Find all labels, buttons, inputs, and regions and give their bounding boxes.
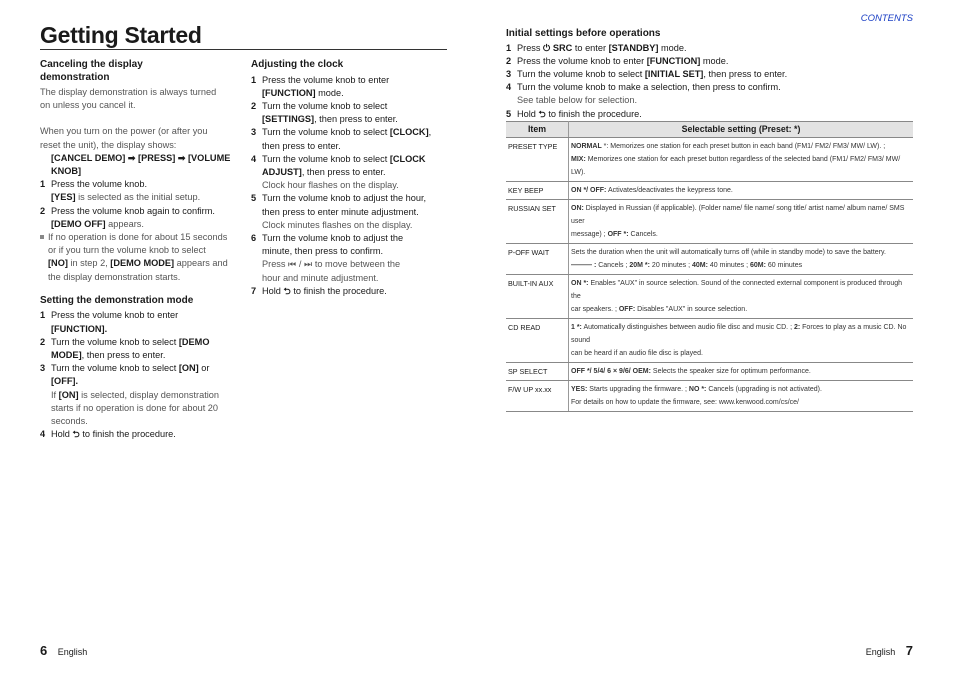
setdemo-step-4: 4 Hold ⮌ to finish the procedure. <box>40 429 176 440</box>
row-item: SP SELECT <box>506 362 569 380</box>
note-bullet-icon <box>40 235 44 239</box>
row-item: BUILT-IN AUX <box>506 274 569 318</box>
language-left: English <box>57 647 88 657</box>
table-row <box>506 199 913 243</box>
row-item: KEY BEEP <box>506 181 569 199</box>
table-row <box>506 181 913 199</box>
setdemo-step-2: 2 Turn the volume knob to select [DEMO MODE], then press to enter. <box>40 336 210 360</box>
column-header-item: Item <box>506 121 569 137</box>
clock-step-4: 4 Turn the volume knob to select [CLOCK ADJUST], then press to enter. Clock hour flashes on the display. <box>251 153 426 191</box>
row-item: F/W UP xx.xx <box>506 380 569 411</box>
row-item: CD READ <box>506 318 569 362</box>
page-number-left: 6 <box>40 643 48 658</box>
page-title: Getting Started <box>40 22 202 48</box>
setdemo-step-1: 1 Press the volume knob to enter [FUNCTION]. <box>40 310 179 334</box>
demo-intro: The display demonstration is always turned on unless you cancel it. <box>40 87 217 111</box>
skip-back-icon: ⏮ <box>288 259 297 270</box>
row-setting: 1 *: Automatically distinguishes between audio file disc and music CD. ; 2: Forces to play as a music CD. No sound can be heard if an audio file disc is played. <box>569 318 914 362</box>
init-step-2: 2 Press the volume knob to enter [FUNCTION] mode. <box>506 55 729 66</box>
row-setting: OFF */ 5/4/ 6 × 9/6/ OEM: Selects the speaker size for optimum performance. <box>569 362 914 380</box>
row-item: PRESET TYPE <box>506 137 569 181</box>
init-step-3: 3 Turn the volume knob to select [INITIAL SET], then press to enter. <box>506 68 788 79</box>
table-row <box>506 362 913 380</box>
demo-path: [CANCEL DEMO] ➡ [PRESS] ➡ [VOLUME KNOB] <box>51 152 231 177</box>
table-row <box>506 243 913 274</box>
page-number-right: 7 <box>905 643 913 658</box>
contents-link[interactable]: CONTENTS <box>860 13 913 24</box>
clock-step-1: 1 Press the volume knob to enter [FUNCTION] mode. <box>251 74 390 98</box>
footer-left <box>40 642 87 660</box>
column-demo <box>40 59 240 441</box>
arrow-right-icon: ➡ <box>127 152 136 163</box>
clock-step-7: 7 Hold ⮌ to finish the procedure. <box>251 285 387 296</box>
footer-right <box>866 642 913 660</box>
clock-step-6: 6 Turn the volume knob to adjust the minute, then press to confirm. Press ⏮ / ⏭ to move between the hour and minute adjustment. <box>251 232 404 283</box>
table-row <box>506 274 913 318</box>
row-setting: Sets the duration when the unit will automatically turns off (while in standby mode) to save the battery. ——— : Cancels ; 20M *: 20 minutes ; 40M: 40 minutes ; 60M: 60 minutes <box>569 243 914 274</box>
row-item: RUSSIAN SET <box>506 199 569 243</box>
demo-note: If no operation is done for about 15 seconds or if you turn the volume knob to select [NO] in step 2, [DEMO MODE] appears and the display demonstration starts. <box>40 231 240 284</box>
init-step-4: 4 Turn the volume knob to make a selection, then press to confirm. See table below for selection. <box>506 82 781 106</box>
demo-when: When you turn on the power (or after you reset the unit), the display shows: <box>40 126 208 150</box>
clock-step-5: 5 Turn the volume knob to adjust the hour, then press to enter minute adjustment. Clock minutes flashes on the display. <box>251 193 427 230</box>
row-setting: NORMAL *: Memorizes one station for each preset button in each band (FM1/ FM2/ FM3/ MW/ LW). ; MIX: Memorizes one station for each preset button regardless of the selected band (FM1/ FM2/ FM3/ MW/ LW). <box>569 137 914 181</box>
skip-forward-icon: ⏭ <box>304 259 313 270</box>
row-item: P-OFF WAIT <box>506 243 569 274</box>
row-setting: ON *: Enables "AUX" in source selection. Sound of the connected external component is produced through the car speakers. ; OFF: Disables "AUX" in source selection. <box>569 274 914 318</box>
column-clock <box>251 59 451 298</box>
clock-step-2: 2 Turn the volume knob to select [SETTINGS], then press to enter. <box>251 100 398 125</box>
column-header-setting: Selectable setting (Preset: *) <box>569 121 914 137</box>
demo-step-1: 1 Press the volume knob. [YES] is selected as the initial setup. <box>40 179 201 203</box>
row-setting: ON: Displayed in Russian (if applicable). (Folder name/ file name/ song title/ artist name/ album name/ SMS user message) ; OFF *: Cancels. <box>569 199 914 243</box>
column-initial-settings <box>506 28 916 412</box>
clock-step-3: 3 Turn the volume knob to select [CLOCK], then press to enter. <box>251 127 432 151</box>
table-row <box>506 380 913 411</box>
table-row <box>506 318 913 362</box>
language-right: English <box>865 647 896 657</box>
init-step-5: 5 Hold ⮌ to finish the procedure. <box>506 108 642 119</box>
table-header-row <box>506 121 913 137</box>
setdemo-step-3: 3 Turn the volume knob to select [ON] or [OFF]. If [ON] is selected, display demonstration starts if no operation is done for about 20 seconds. <box>40 363 220 426</box>
heading-cancel-demo: Canceling the display demonstration <box>40 59 143 83</box>
heading-initial-settings: Initial settings before operations <box>506 28 661 39</box>
row-setting: ON */ OFF: Activates/deactivates the keypress tone. <box>569 181 914 199</box>
settings-table <box>506 121 913 412</box>
back-icon: ⮌ <box>538 108 546 119</box>
heading-clock: Adjusting the clock <box>251 59 344 70</box>
title-rule <box>40 49 447 50</box>
demo-step-2: 2 Press the volume knob again to confirm. [DEMO OFF] appears. <box>40 205 215 229</box>
row-setting: YES: Starts upgrading the firmware. ; NO *: Cancels (upgrading is not activated). For details on how to update the firmware, see: www.kenwood.com/cs/ce/ <box>569 380 914 411</box>
table-row <box>506 137 913 181</box>
heading-set-demo: Setting the demonstration mode <box>40 294 194 306</box>
back-icon: ⮌ <box>283 285 291 296</box>
init-step-1: 1 Press ⏻ SRC to enter [STANDBY] mode. <box>506 42 687 53</box>
power-icon: ⏻ <box>543 42 551 53</box>
back-icon: ⮌ <box>72 429 80 440</box>
arrow-right-icon: ➡ <box>177 152 186 163</box>
